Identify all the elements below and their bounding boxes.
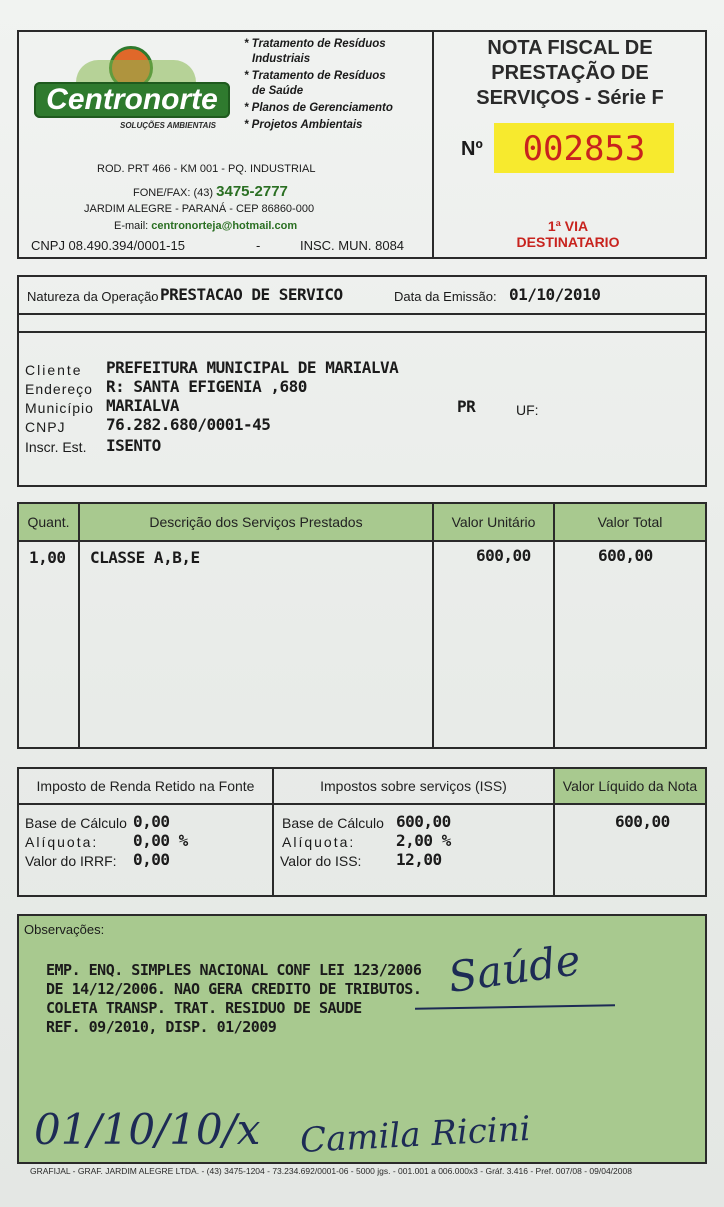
services-header-line (17, 540, 707, 542)
service-line-3: * Tratamento de Resíduos (244, 70, 386, 82)
service-line-5: * Planos de Gerenciamento (244, 102, 393, 114)
observations-label: Observações: (24, 922, 105, 937)
document-title: NOTA FISCAL DE PRESTAÇÃO DE SERVIÇOS - Série F (476, 37, 664, 109)
irrf-aliquota-value: 0,00 % (133, 831, 188, 850)
company-email: E-mail: centronorteja@hotmail.com (114, 220, 298, 232)
footer-print-info: GRAFIJAL - GRAF. JARDIM ALEGRE LTDA. - (43) 3475-1204 - 73.234.692/0001-06 - 5000 jgs. - 001.001 a 006.000x3 - Gráf. 3.416 - Pref. 007/08 - 09/04/2008 (30, 1166, 632, 1176)
liquido-header: Valor Líquido da Nota (562, 778, 698, 794)
uf-value: PR (457, 397, 476, 416)
row-descricao: CLASSE A,B,E (90, 548, 200, 567)
company-phone: FONE/FAX: (43) 3475-2777 (133, 183, 288, 200)
cliente-value: PREFEITURA MUNICIPAL DE MARIALVA (106, 358, 399, 377)
logo-tagline: SOLUÇÕES AMBIENTAIS (120, 121, 217, 130)
iss-aliquota-label: Alíquota: (282, 834, 356, 850)
inscr-value: ISENTO (106, 436, 161, 455)
obs-line-3: COLETA TRANSP. TRAT. RESIDUO DE SAUDE (46, 999, 362, 1017)
iss-base-value: 600,00 (396, 812, 451, 831)
services-col-2 (432, 502, 434, 749)
service-line-6: * Projetos Ambientais (244, 119, 363, 131)
cnpj-separator: - (256, 238, 261, 253)
municipio-value: MARIALVA (106, 396, 180, 415)
header-valor-total: Valor Total (597, 514, 663, 530)
via-label: 1ª VIA DESTINATARIO (516, 218, 620, 250)
irrf-base-value: 0,00 (133, 812, 170, 831)
company-insc: INSC. MUN. 8084 (300, 238, 405, 253)
number-label: Nº (461, 138, 483, 160)
client-cnpj-value: 76.282.680/0001-45 (106, 415, 271, 434)
service-line-2: Industriais (252, 53, 311, 65)
company-logo: Centronorte (34, 82, 230, 118)
handwritten-date: 01/10/10/x (34, 1105, 261, 1154)
services-col-3 (553, 502, 555, 749)
inscr-label: Inscr. Est. (25, 439, 87, 455)
company-city: JARDIM ALEGRE - PARANÁ - CEP 86860-000 (84, 203, 315, 215)
iss-valor-label: Valor do ISS: (280, 853, 362, 869)
liquido-value: 600,00 (615, 812, 670, 831)
service-line-1: * Tratamento de Resíduos (244, 38, 386, 50)
observations-text (46, 961, 421, 1037)
row-total: 600,00 (598, 546, 653, 565)
data-emissao-label: Data da Emissão: (394, 289, 497, 304)
company-address: ROD. PRT 466 - KM 001 - PQ. INDUSTRIAL (97, 163, 316, 175)
iss-base-label: Base de Cálculo (282, 815, 384, 831)
row-unitario: 600,00 (476, 546, 531, 565)
signature: Camila Ricini (299, 1108, 532, 1162)
services-col-1 (78, 502, 80, 749)
obs-line-4: REF. 09/2010, DISP. 01/2009 (46, 1018, 277, 1036)
header-valor-unitario: Valor Unitário (451, 514, 536, 530)
endereco-label: Endereço (25, 381, 93, 397)
operation-divider (17, 313, 707, 315)
irrf-base-label: Base de Cálculo (25, 815, 127, 831)
iss-valor-value: 12,00 (396, 850, 442, 869)
irrf-valor-label: Valor do IRRF: (25, 853, 117, 869)
header-descricao: Descrição dos Serviços Prestados (149, 514, 363, 530)
iss-aliquota-value: 2,00 % (396, 831, 451, 850)
municipio-label: Município (25, 400, 94, 416)
natureza-value: PRESTACAO DE SERVICO (160, 285, 343, 304)
irrf-header: Imposto de Renda Retido na Fonte (36, 778, 255, 794)
handwritten-note: Saúde (445, 935, 584, 1002)
obs-line-2: DE 14/12/2006. NAO GERA CREDITO DE TRIBUTOS. (46, 980, 422, 998)
natureza-label: Natureza da Operação (27, 289, 159, 304)
taxes-header-line (17, 803, 707, 805)
uf-label: UF: (516, 402, 539, 418)
invoice-number: 002853 (522, 129, 646, 169)
endereco-value: R: SANTA EFIGENIA ,680 (106, 377, 307, 396)
service-line-4: de Saúde (252, 85, 304, 97)
iss-header: Impostos sobre serviços (ISS) (320, 778, 507, 794)
cliente-label: Cliente (25, 362, 83, 378)
data-emissao-value: 01/10/2010 (509, 285, 601, 304)
header-quant: Quant. (27, 514, 70, 530)
company-cnpj: CNPJ 08.490.394/0001-15 (31, 238, 185, 253)
row-quant: 1,00 (29, 548, 66, 567)
client-cnpj-label: CNPJ (25, 419, 66, 435)
operation-divider-2 (17, 331, 707, 333)
obs-line-1: EMP. ENQ. SIMPLES NACIONAL CONF LEI 123/2006 (46, 961, 422, 979)
irrf-aliquota-label: Alíquota: (25, 834, 99, 850)
irrf-valor-value: 0,00 (133, 850, 170, 869)
